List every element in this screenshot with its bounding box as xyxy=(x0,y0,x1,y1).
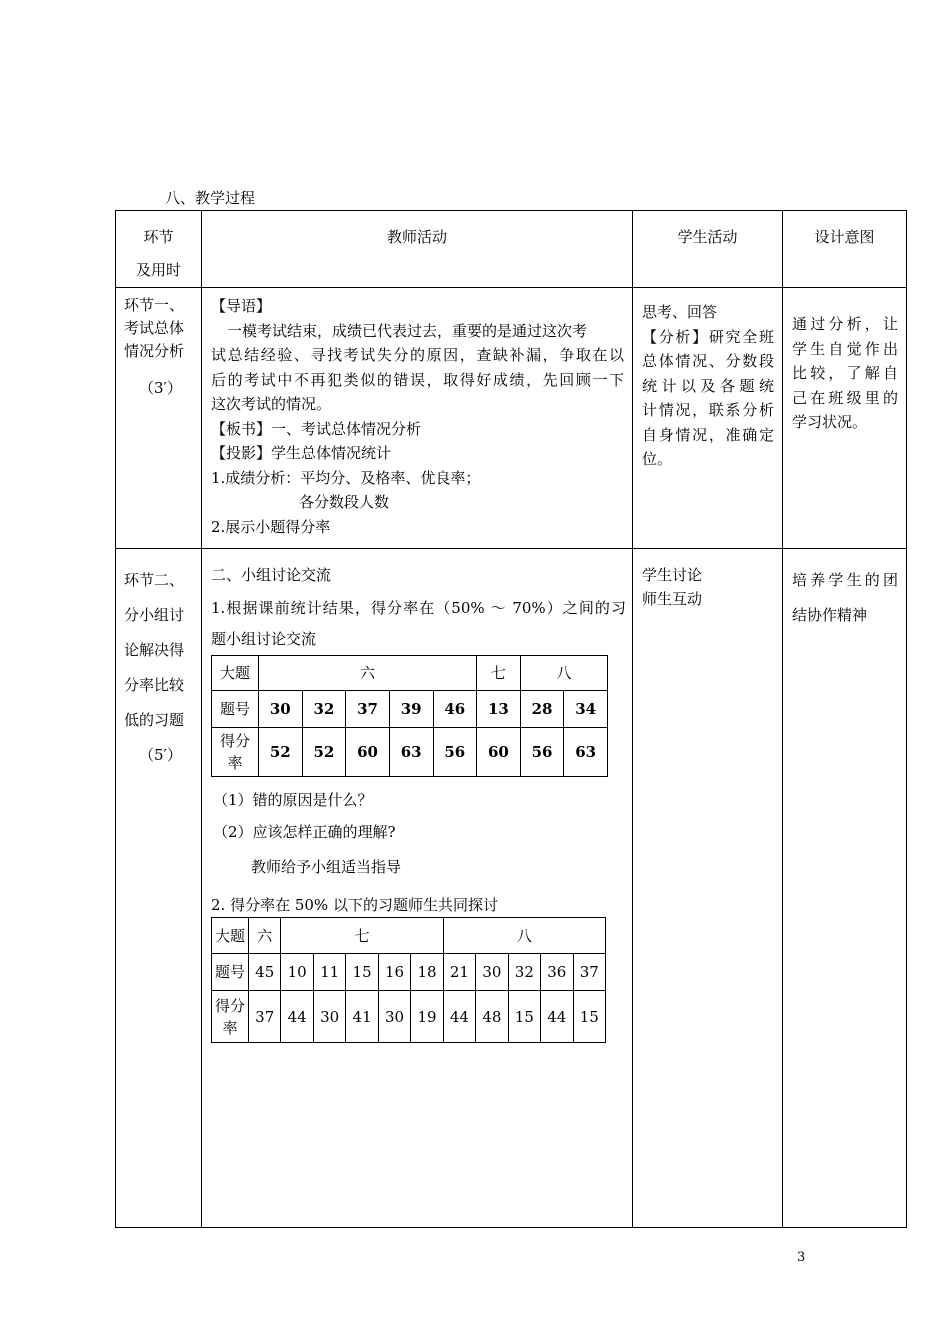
student-1-line7: 位。 xyxy=(642,450,673,468)
teacher-2-item2: 2. 得分率在 50% 以下的习题师生共同探讨 xyxy=(211,893,606,918)
stage-2-line1: 环节二、 xyxy=(124,571,185,589)
teacher-1-line9: 各分数段人数 xyxy=(299,493,390,511)
stage-2-line2: 分小组讨 xyxy=(124,606,185,624)
t2-number-cell: 16 xyxy=(378,954,410,991)
stage-2-cell xyxy=(116,549,202,1228)
header-row xyxy=(116,211,907,288)
t1-number-cell: 28 xyxy=(520,691,564,728)
intent-2-line2: 结协作精神 xyxy=(792,606,868,624)
t1-number-row xyxy=(212,691,608,728)
t1-rate-cell: 56 xyxy=(433,728,477,777)
header-stage xyxy=(116,211,202,288)
t1-rate-cell: 52 xyxy=(302,728,346,777)
t1-number-label: 题号 xyxy=(212,691,259,728)
t1-major-cell: 七 xyxy=(477,656,521,691)
teacher-1-line3: 试总结经验、寻找考试失分的原因，查缺补漏，争取在以 xyxy=(211,346,624,364)
teacher-1-line2: 一模考试结束，成绩已代表过去，重要的是通过这次考 xyxy=(227,321,588,340)
stage-2-line4: 分率比较 xyxy=(124,676,185,694)
student-1-line5: 计情况，联系分析 xyxy=(642,401,774,419)
t1-rate-cell: 56 xyxy=(520,728,564,777)
t2-major-cell: 六 xyxy=(249,918,281,954)
t2-number-cell: 18 xyxy=(411,954,443,991)
header-intent: 设计意图 xyxy=(783,211,907,288)
t2-rate-cell: 37 xyxy=(249,991,281,1043)
teacher-1-cell xyxy=(202,288,633,549)
intent-1-line1: 通过分析，让 xyxy=(792,315,898,333)
t1-major-cell: 六 xyxy=(259,656,477,691)
stage-1-time: （3′） xyxy=(139,379,182,397)
t2-rate-cell: 19 xyxy=(411,991,443,1043)
student-1-line3: 总体情况、分数段 xyxy=(642,352,774,370)
student-1-line1: 思考、回答 xyxy=(642,303,718,321)
t1-rate-label xyxy=(212,728,259,777)
t1-number-cell: 13 xyxy=(477,691,521,728)
teacher-1-line6: 【板书】一、考试总体情况分析 xyxy=(211,419,422,438)
teacher-1-line1: 【导语】 xyxy=(211,297,272,315)
student-2-line1: 学生讨论 xyxy=(642,566,703,584)
stage-1-line2: 考试总体 xyxy=(124,319,185,337)
row-stage-2 xyxy=(116,549,907,1228)
t2-major-label: 大题 xyxy=(212,918,249,954)
t2-number-cell: 45 xyxy=(249,954,281,991)
teacher-2-item1-line2: 题小组讨论交流 xyxy=(211,630,317,648)
student-1-line2: 【分析】研究全班 xyxy=(642,327,774,346)
teacher-1-line10: 2.展示小题得分率 xyxy=(211,517,331,536)
student-1-line6: 自身情况，准确定 xyxy=(642,425,774,444)
section-title: 八、教学过程 xyxy=(165,189,256,207)
teacher-1-line4: 后的考试中不再犯类似的错误，取得好成绩，先回顾一下 xyxy=(211,370,624,389)
t1-rate-row xyxy=(212,728,608,777)
question-1: （1）错的原因是什么？ xyxy=(213,791,373,809)
t1-number-cell: 34 xyxy=(564,691,608,728)
t2-number-row xyxy=(212,954,606,991)
t1-number-cell: 39 xyxy=(389,691,433,728)
t2-rate-label-text: 得分率 xyxy=(214,996,245,1037)
page-number: 3 xyxy=(797,1250,806,1265)
t2-number-cell: 10 xyxy=(281,954,313,991)
t1-rate-cell: 52 xyxy=(259,728,303,777)
t2-number-cell: 37 xyxy=(573,954,605,991)
stage-2-line3: 论解决得 xyxy=(124,641,185,659)
t2-number-cell: 30 xyxy=(476,954,508,991)
t2-rate-cell: 30 xyxy=(313,991,345,1043)
t2-rate-cell: 44 xyxy=(443,991,475,1043)
t1-major-row xyxy=(212,656,608,691)
row-stage-1 xyxy=(116,288,907,549)
intent-1-line2: 学生自觉作出 xyxy=(792,339,898,358)
intent-1-line3: 比较，了解自 xyxy=(792,364,898,382)
t2-rate-cell: 30 xyxy=(378,991,410,1043)
question-2: （2）应该怎样正确的理解? xyxy=(213,823,396,841)
teaching-process-table xyxy=(115,210,907,1228)
student-2-cell xyxy=(633,549,783,1228)
stage-2-line5: 低的习题 xyxy=(124,711,185,729)
t2-number-cell: 11 xyxy=(313,954,345,991)
student-2-line2: 师生互动 xyxy=(642,590,703,608)
t1-major-label: 大题 xyxy=(212,656,259,691)
stage-1-line3: 情况分析 xyxy=(124,342,185,360)
t2-number-cell: 36 xyxy=(541,954,573,991)
t2-rate-cell: 48 xyxy=(476,991,508,1043)
t2-rate-row xyxy=(212,991,606,1043)
t2-major-cell: 八 xyxy=(443,918,605,954)
t1-rate-label-text: 得分率 xyxy=(219,732,250,772)
teacher-1-line7: 【投影】学生总体情况统计 xyxy=(211,444,392,462)
teacher-guidance: 教师给予小组适当指导 xyxy=(251,858,402,876)
t1-rate-cell: 60 xyxy=(346,728,390,777)
score-table-50-70 xyxy=(211,655,608,777)
stage-2-time: （5′） xyxy=(139,746,182,764)
teacher-1-line8: 1.成绩分析：平均分、及格率、优良率； xyxy=(211,468,481,487)
t1-number-cell: 32 xyxy=(302,691,346,728)
t1-rate-cell: 63 xyxy=(564,728,608,777)
score-table-below-50 xyxy=(211,918,606,1043)
student-1-cell xyxy=(633,288,783,549)
intent-2-line1: 培养学生的团 xyxy=(792,571,898,589)
t2-rate-label xyxy=(212,991,249,1043)
stage-1-cell xyxy=(116,288,202,549)
teacher-2-heading: 二、小组讨论交流 xyxy=(211,566,332,584)
t2-rate-cell: 41 xyxy=(346,991,378,1043)
t2-number-cell: 15 xyxy=(346,954,378,991)
teacher-2-cell xyxy=(202,549,633,1228)
t1-rate-cell: 60 xyxy=(477,728,521,777)
stage-1-line1: 环节一、 xyxy=(124,296,185,314)
t1-rate-cell: 63 xyxy=(389,728,433,777)
t1-major-cell: 八 xyxy=(520,656,607,691)
header-teacher: 教师活动 xyxy=(202,211,633,288)
t2-number-label: 题号 xyxy=(212,954,249,991)
header-stage-line1: 环节 xyxy=(143,228,174,246)
t2-rate-cell: 15 xyxy=(573,991,605,1043)
header-student: 学生活动 xyxy=(633,211,783,288)
intent-2-cell xyxy=(783,549,907,1228)
t1-number-cell: 46 xyxy=(433,691,477,728)
student-1-line4: 统计以及各题统 xyxy=(642,376,774,395)
t2-major-cell: 七 xyxy=(281,918,443,954)
intent-1-line4: 己在班级里的 xyxy=(792,388,898,407)
t2-number-cell: 32 xyxy=(508,954,540,991)
t1-number-cell: 37 xyxy=(346,691,390,728)
t2-rate-cell: 44 xyxy=(541,991,573,1043)
teacher-2-item1-line1: 1.根据课前统计结果，得分率在（50% ～ 70%）之间的习 xyxy=(211,599,626,617)
t2-rate-cell: 44 xyxy=(281,991,313,1043)
header-stage-line2: 及用时 xyxy=(135,261,181,279)
t2-major-row xyxy=(212,918,606,954)
t2-number-cell: 21 xyxy=(443,954,475,991)
t2-rate-cell: 15 xyxy=(508,991,540,1043)
teacher-1-line5: 这次考试的情况。 xyxy=(211,395,332,413)
intent-1-cell xyxy=(783,288,907,549)
t1-number-cell: 30 xyxy=(259,691,303,728)
intent-1-line5: 学习状况。 xyxy=(792,413,868,431)
